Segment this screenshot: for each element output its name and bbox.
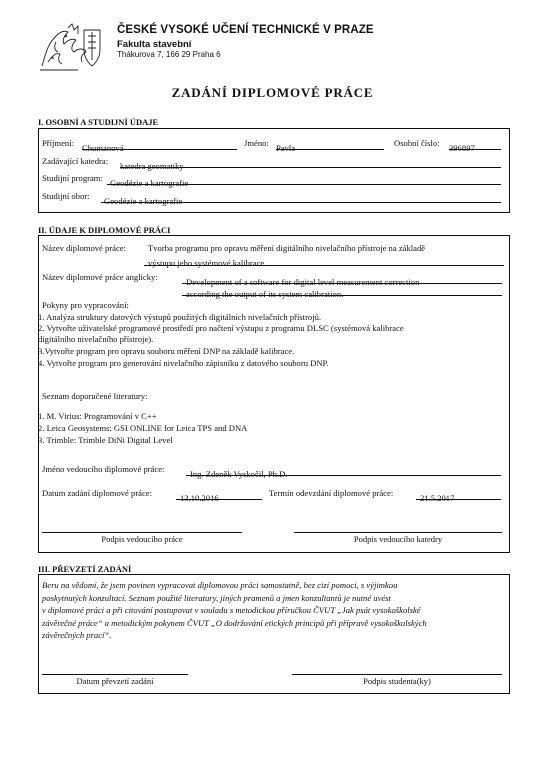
student-signature-label: Podpis studenta(ky) — [363, 676, 431, 686]
deadline-value: 21.5.2017 — [420, 493, 455, 503]
thesis-en-line2: according the output of its system calibration. — [186, 289, 344, 299]
instruction-line: 4. Vytvořte program pro generování nivelačního zápisníku z datového souboru DNP. — [38, 358, 329, 368]
field-value: Geodézie a kartografie — [104, 196, 183, 206]
surname-field — [82, 138, 237, 153]
supervisor-signature-label: Podpis vedoucího práce — [101, 534, 183, 544]
field-field — [101, 191, 501, 206]
declaration-line: závěrečných prací“. — [42, 630, 112, 640]
thesis-label: Název diplomové práce: — [42, 243, 126, 253]
thesis-en-line1: Development of a software for digital level measurement correction — [186, 277, 420, 287]
deadline-label: Termín odevzdání diplomové práce: — [269, 488, 394, 498]
instruction-line: 1. Analýza struktury datových výstupů použitých digitálních nivelačních přístrojů. — [38, 312, 322, 322]
thesis-en-label: Název diplomové práce anglicky: — [42, 272, 158, 282]
literature-item: 1. M. Virius: Programování v C++ — [38, 411, 157, 421]
id-value: 396897 — [449, 143, 475, 153]
supervisor-label: Jméno vedoucího diplomové práce: — [42, 464, 165, 474]
section1-heading: I. OSOBNÍ A STUDIJNÍ ÚDAJE — [38, 117, 159, 127]
program-value: Geodézie a kartografie — [110, 178, 189, 188]
declaration-line: v diplomové práci a při citování postupovat v souladu s metodickou příručkou ČVUT „Jak psát vysokoškolské — [42, 605, 421, 615]
head-signature-label: Podpis vedoucího katedry — [353, 534, 443, 544]
field-label: Studijní obor: — [42, 191, 90, 201]
date-field — [176, 488, 262, 503]
university-name: ČESKÉ VYSOKÉ UČENÍ TECHNICKÉ V PRAZE — [117, 24, 374, 36]
dept-label: Zadávající katedra: — [42, 156, 109, 166]
dept-field — [120, 156, 501, 171]
thesis-en-field2 — [182, 284, 502, 299]
date-received-label: Datum převzetí zadání — [76, 676, 154, 686]
thesis-title-line1: Tvorba programu pro opravu měření digitálního nivelačního přístroje na základě — [148, 243, 426, 253]
declaration-line: závěrečné práce“ a metodickým pokynem ČVUT „O dodržování etických principů při přípravě vysokoškolských — [42, 617, 427, 628]
deadline-field — [416, 488, 501, 503]
date-label: Datum zadání diplomové práce: — [42, 488, 153, 498]
section2-heading: II. ÚDAJE K DIPLOMOVÉ PRÁCI — [38, 225, 171, 235]
name-field — [276, 138, 384, 153]
name-label: Jméno: — [244, 138, 269, 148]
instruction-line: digitálního nivelačního přístroje). — [38, 334, 154, 344]
supervisor-field — [186, 464, 501, 479]
faculty-name: Fakulta stavební — [117, 39, 192, 50]
literature-item: 3. Trimble: Trimble DiNi Digital Level — [38, 435, 173, 445]
name-value: Pavla — [276, 143, 296, 153]
program-label: Studijní program: — [42, 173, 103, 183]
id-label: Osobní číslo: — [394, 138, 440, 148]
literature-item: 2. Leica Geosystems: GSI ONLINE for Leica TPS and DNA — [38, 423, 248, 433]
surname-value: Chumanová — [82, 143, 124, 153]
instruction-line: 3.Vytvořte program pro opravu souboru měření DNP na základě kalibrace. — [38, 346, 295, 356]
thesis-title-field — [144, 253, 504, 266]
instruction-line: 2. Vytvořte uživatelské programové prostředí pro načtení výstupu z programu DLSC (systémová kalibrace — [38, 323, 404, 333]
section3-heading: III. PŘEVZETÍ ZADÁNÍ — [38, 564, 132, 574]
declaration-line: poskytnutých konzultací. Seznam použité literatury, jiných pramenů a jmen konzultantů je nutné uvést — [42, 592, 391, 603]
document-title: ZADÁNÍ DIPLOMOVÉ PRÁCE — [171, 85, 374, 100]
declaration-line: Beru na vědomí, že jsem povinen vypracovat diplomovou práci samostatně, bez cizí pomoci, s výjimkou — [42, 580, 398, 590]
id-field — [449, 138, 501, 153]
program-field — [107, 173, 501, 188]
thesis-title-line2: výstupu jeho systémové kalibrace. — [148, 258, 267, 268]
dept-value: katedra geomatiky — [120, 161, 184, 171]
thesis-en-field1 — [182, 272, 502, 287]
student-signature-line — [292, 674, 502, 675]
supervisor-signature-line — [42, 532, 242, 533]
instructions-heading: Pokyny pro vypracování: — [42, 300, 129, 310]
literature-heading: Seznam doporučené literatury: — [42, 391, 148, 401]
date-value: 13.10.2016 — [180, 493, 219, 503]
university-logo — [38, 22, 104, 74]
faculty-address: Thákurova 7, 166 29 Praha 6 — [117, 50, 221, 59]
declaration-text — [42, 579, 502, 642]
surname-label: Příjmení: — [42, 138, 74, 148]
head-signature-line — [294, 532, 502, 533]
date-received-line — [42, 674, 188, 675]
supervisor-value: Ing. Zdeněk Vyskočil, Ph.D. — [190, 469, 288, 479]
